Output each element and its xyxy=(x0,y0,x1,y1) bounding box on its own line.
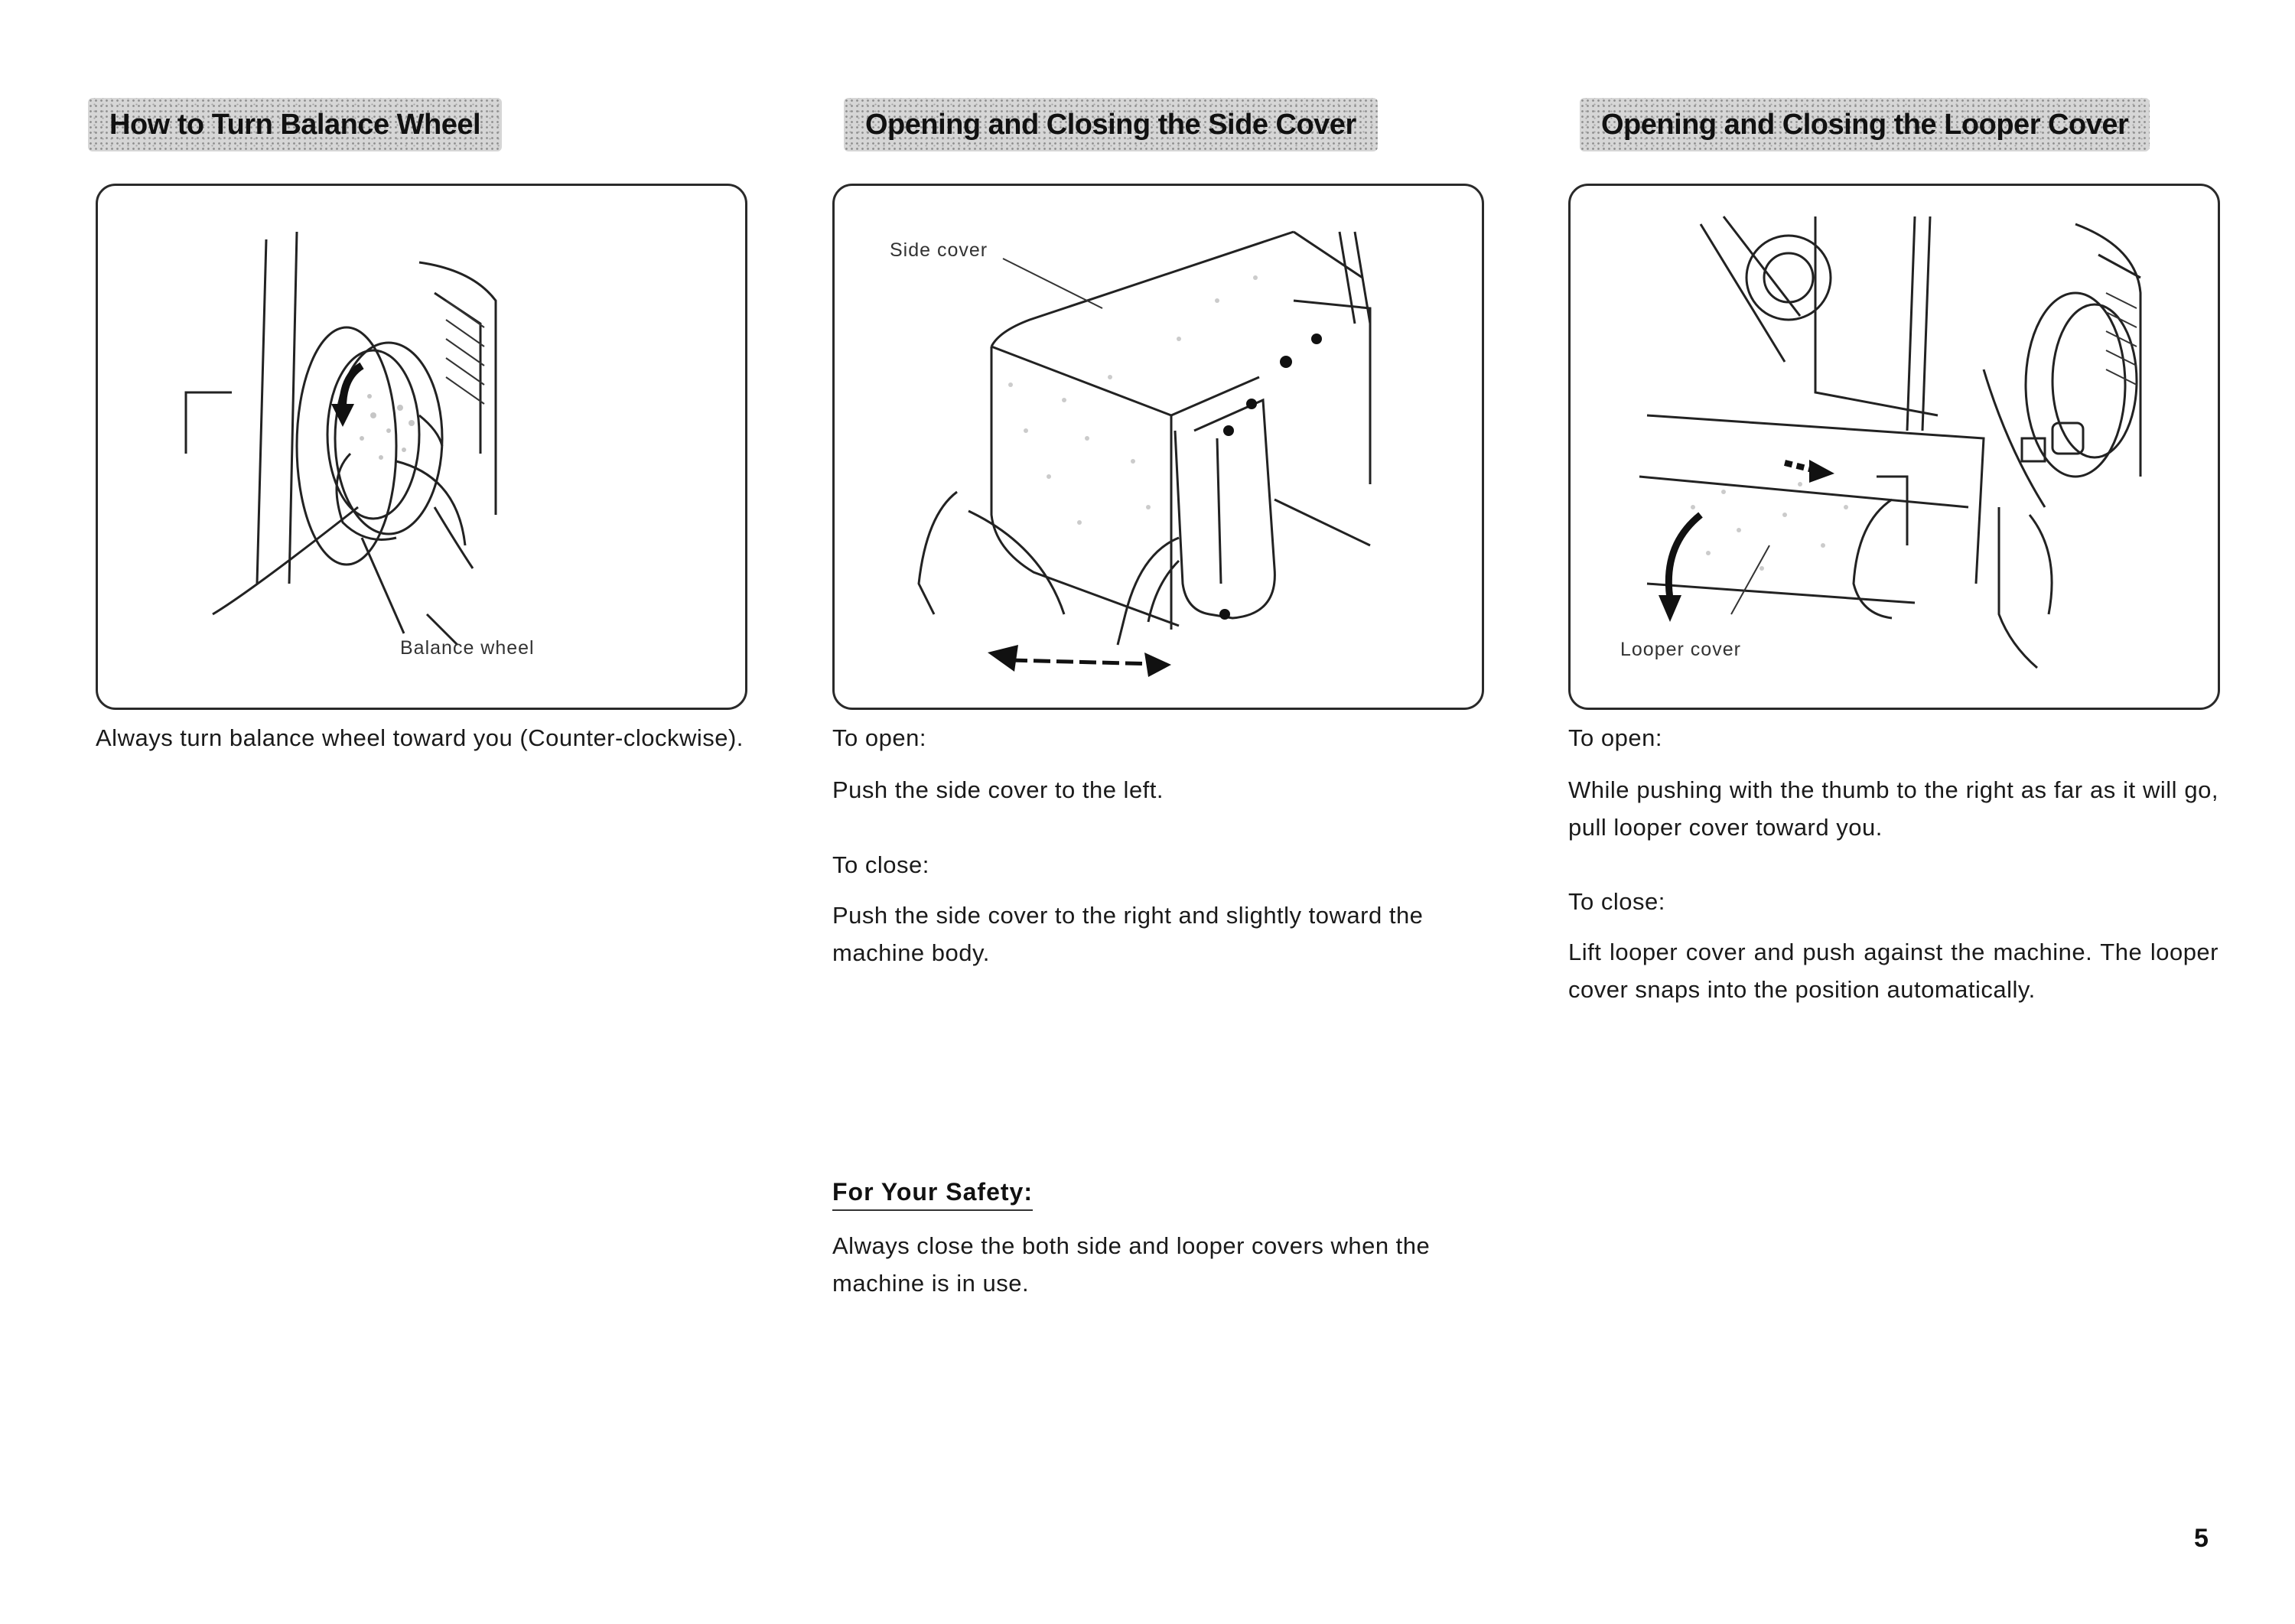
balance-wheel-callout: Balance wheel xyxy=(400,637,535,659)
page-number: 5 xyxy=(2194,1524,2209,1553)
section-heading: Opening and Closing the Side Cover xyxy=(844,98,1378,151)
side-cover-close-label: To close: xyxy=(832,851,929,878)
section-heading: How to Turn Balance Wheel xyxy=(88,98,502,151)
side-cover-open-label: To open: xyxy=(832,724,926,751)
balance-wheel-drawing xyxy=(98,186,745,708)
looper-cover-callout: Looper cover xyxy=(1620,639,1741,660)
side-cover-illustration xyxy=(832,184,1484,710)
looper-cover-illustration xyxy=(1568,184,2220,710)
balance-wheel-paragraph: Always turn balance wheel toward you (Counter-clockwise). xyxy=(96,724,744,751)
looper-cover-close-text: Lift looper cover and push against the machine. The looper cover snaps into the position automatically. xyxy=(1568,939,2218,1003)
side-cover-open-text: Push the side cover to the left. xyxy=(832,776,1164,803)
side-cover-close-text: Push the side cover to the right and slightly toward the machine body. xyxy=(832,902,1424,966)
looper-cover-open-label: To open: xyxy=(1568,724,1662,751)
section-heading: Opening and Closing the Looper Cover xyxy=(1580,98,2150,151)
looper-cover-open-text: While pushing with the thumb to the right as far as it will go, pull looper cover toward you. xyxy=(1568,776,2218,841)
side-cover-drawing xyxy=(835,186,1482,708)
looper-cover-drawing xyxy=(1571,186,2218,708)
balance-wheel-illustration xyxy=(96,184,747,710)
side-cover-callout: Side cover xyxy=(890,239,988,261)
safety-title: For Your Safety: xyxy=(832,1178,1033,1211)
looper-cover-close-label: To close: xyxy=(1568,888,1665,915)
safety-text: Always close the both side and looper covers when the machine is in use. xyxy=(832,1232,1431,1297)
